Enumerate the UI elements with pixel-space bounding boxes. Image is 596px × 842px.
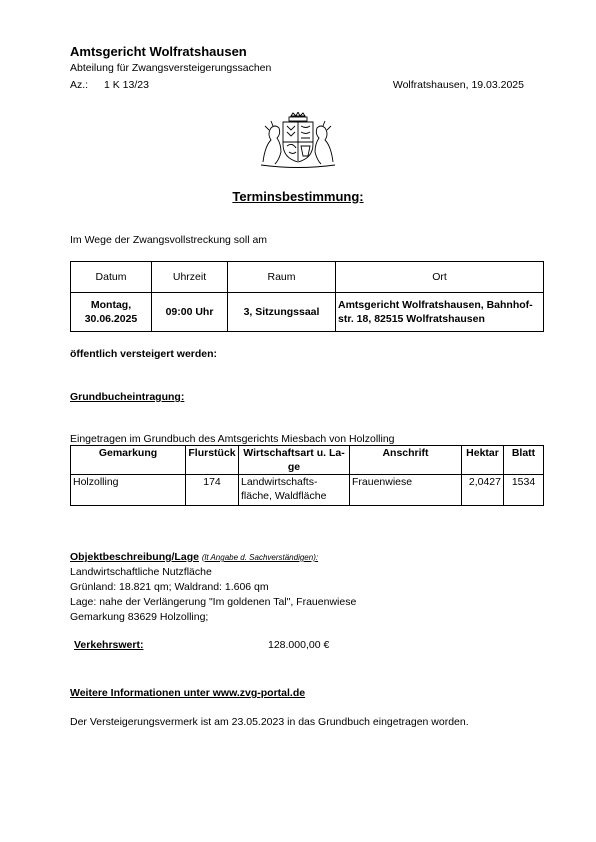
objekt-line-2: Grünland: 18.821 qm; Waldrand: 1.606 qm: [70, 581, 269, 593]
wirtschaftsart-header-line1: Wirtschaftsart u. La-: [243, 447, 345, 459]
cell-flurstueck: 174: [186, 475, 239, 506]
table-row: [71, 475, 544, 506]
wirtschaftsart-header-line2: ge: [287, 461, 301, 473]
column-header-flurstueck: Flurstück: [186, 446, 239, 475]
objekt-line-4: Gemarkung 83629 Holzolling;: [70, 611, 209, 623]
file-number-label: Az.:: [70, 79, 89, 91]
termin-place: [336, 293, 544, 332]
grundbuch-header-row: [71, 446, 544, 475]
document-title: Terminsbestimmung:: [232, 189, 364, 204]
cell-wirtschaftsart: [239, 475, 350, 506]
grundbuch-table: [70, 445, 544, 506]
column-header-raum: Raum: [228, 262, 336, 293]
grundbuch-intro: Eingetragen im Grundbuch des Amtsgerichts Miesbach von Holzolling: [70, 433, 395, 445]
bavarian-coat-of-arms-icon: [259, 112, 337, 168]
wirtschaftsart-line2: fläche, Waldfläche: [241, 490, 327, 502]
info-link-text: Weitere Informationen unter www.zvg-portal.de: [70, 687, 306, 699]
auction-statement: öffentlich versteigert werden:: [70, 348, 218, 360]
column-header-wirtschaftsart: [239, 446, 350, 475]
grundbuch-heading: Grundbucheintragung:: [70, 391, 185, 403]
termin-date-value: 30.06.2025: [84, 313, 138, 325]
verkehrswert-value: 128.000,00 €: [268, 639, 330, 651]
column-header-blatt: Blatt: [504, 446, 544, 475]
objekt-heading-title: Objektbeschreibung/Lage: [70, 551, 199, 563]
cell-blatt: 1534: [504, 475, 544, 506]
closing-text: Der Versteigerungsvermerk ist am 23.05.2023 in das Grundbuch eingetragen worden.: [70, 716, 469, 728]
termin-value-row: [71, 293, 544, 332]
objekt-line-1: Landwirtschaftliche Nutzfläche: [70, 566, 212, 578]
column-header-ort: Ort: [336, 262, 544, 293]
cell-gemarkung: Holzolling: [71, 475, 186, 506]
termin-place-line2: str. 18, 82515 Wolfratshausen: [338, 313, 485, 325]
termin-header-row: [71, 262, 544, 293]
column-header-datum: Datum: [71, 262, 152, 293]
objekt-heading-colon: :: [315, 553, 319, 562]
wirtschaftsart-line1: Landwirtschafts-: [241, 476, 318, 488]
intro-text: Im Wege der Zwangsvollstreckung soll am: [70, 234, 268, 246]
department: Abteilung für Zwangsversteigerungssachen: [70, 62, 272, 74]
termin-time: 09:00 Uhr: [152, 293, 228, 332]
termin-date: [71, 293, 152, 332]
file-number: 1 K 13/23: [104, 79, 149, 91]
termin-place-line1: Amtsgericht Wolfratshausen, Bahnhof-: [338, 299, 533, 311]
objekt-heading: [70, 551, 318, 563]
cell-hektar: 2,0427: [462, 475, 504, 506]
termin-table: [70, 261, 544, 332]
verkehrswert-label: Verkehrswert:: [74, 639, 144, 651]
court-name: Amtsgericht Wolfratshausen: [70, 44, 247, 59]
place-date: Wolfratshausen, 19.03.2025: [392, 79, 524, 91]
column-header-gemarkung: Gemarkung: [71, 446, 186, 475]
objekt-heading-note: (lt Angabe d. Sachverständigen): [201, 553, 316, 562]
cell-anschrift: Frauenwiese: [350, 475, 462, 506]
termin-weekday: Montag,: [90, 299, 132, 311]
column-header-uhrzeit: Uhrzeit: [152, 262, 228, 293]
termin-room: 3, Sitzungssaal: [228, 293, 336, 332]
column-header-hektar: Hektar: [462, 446, 504, 475]
objekt-line-3: Lage: nahe der Verlängerung "Im goldenen Tal", Frauenwiese: [70, 596, 357, 608]
column-header-anschrift: Anschrift: [350, 446, 462, 475]
